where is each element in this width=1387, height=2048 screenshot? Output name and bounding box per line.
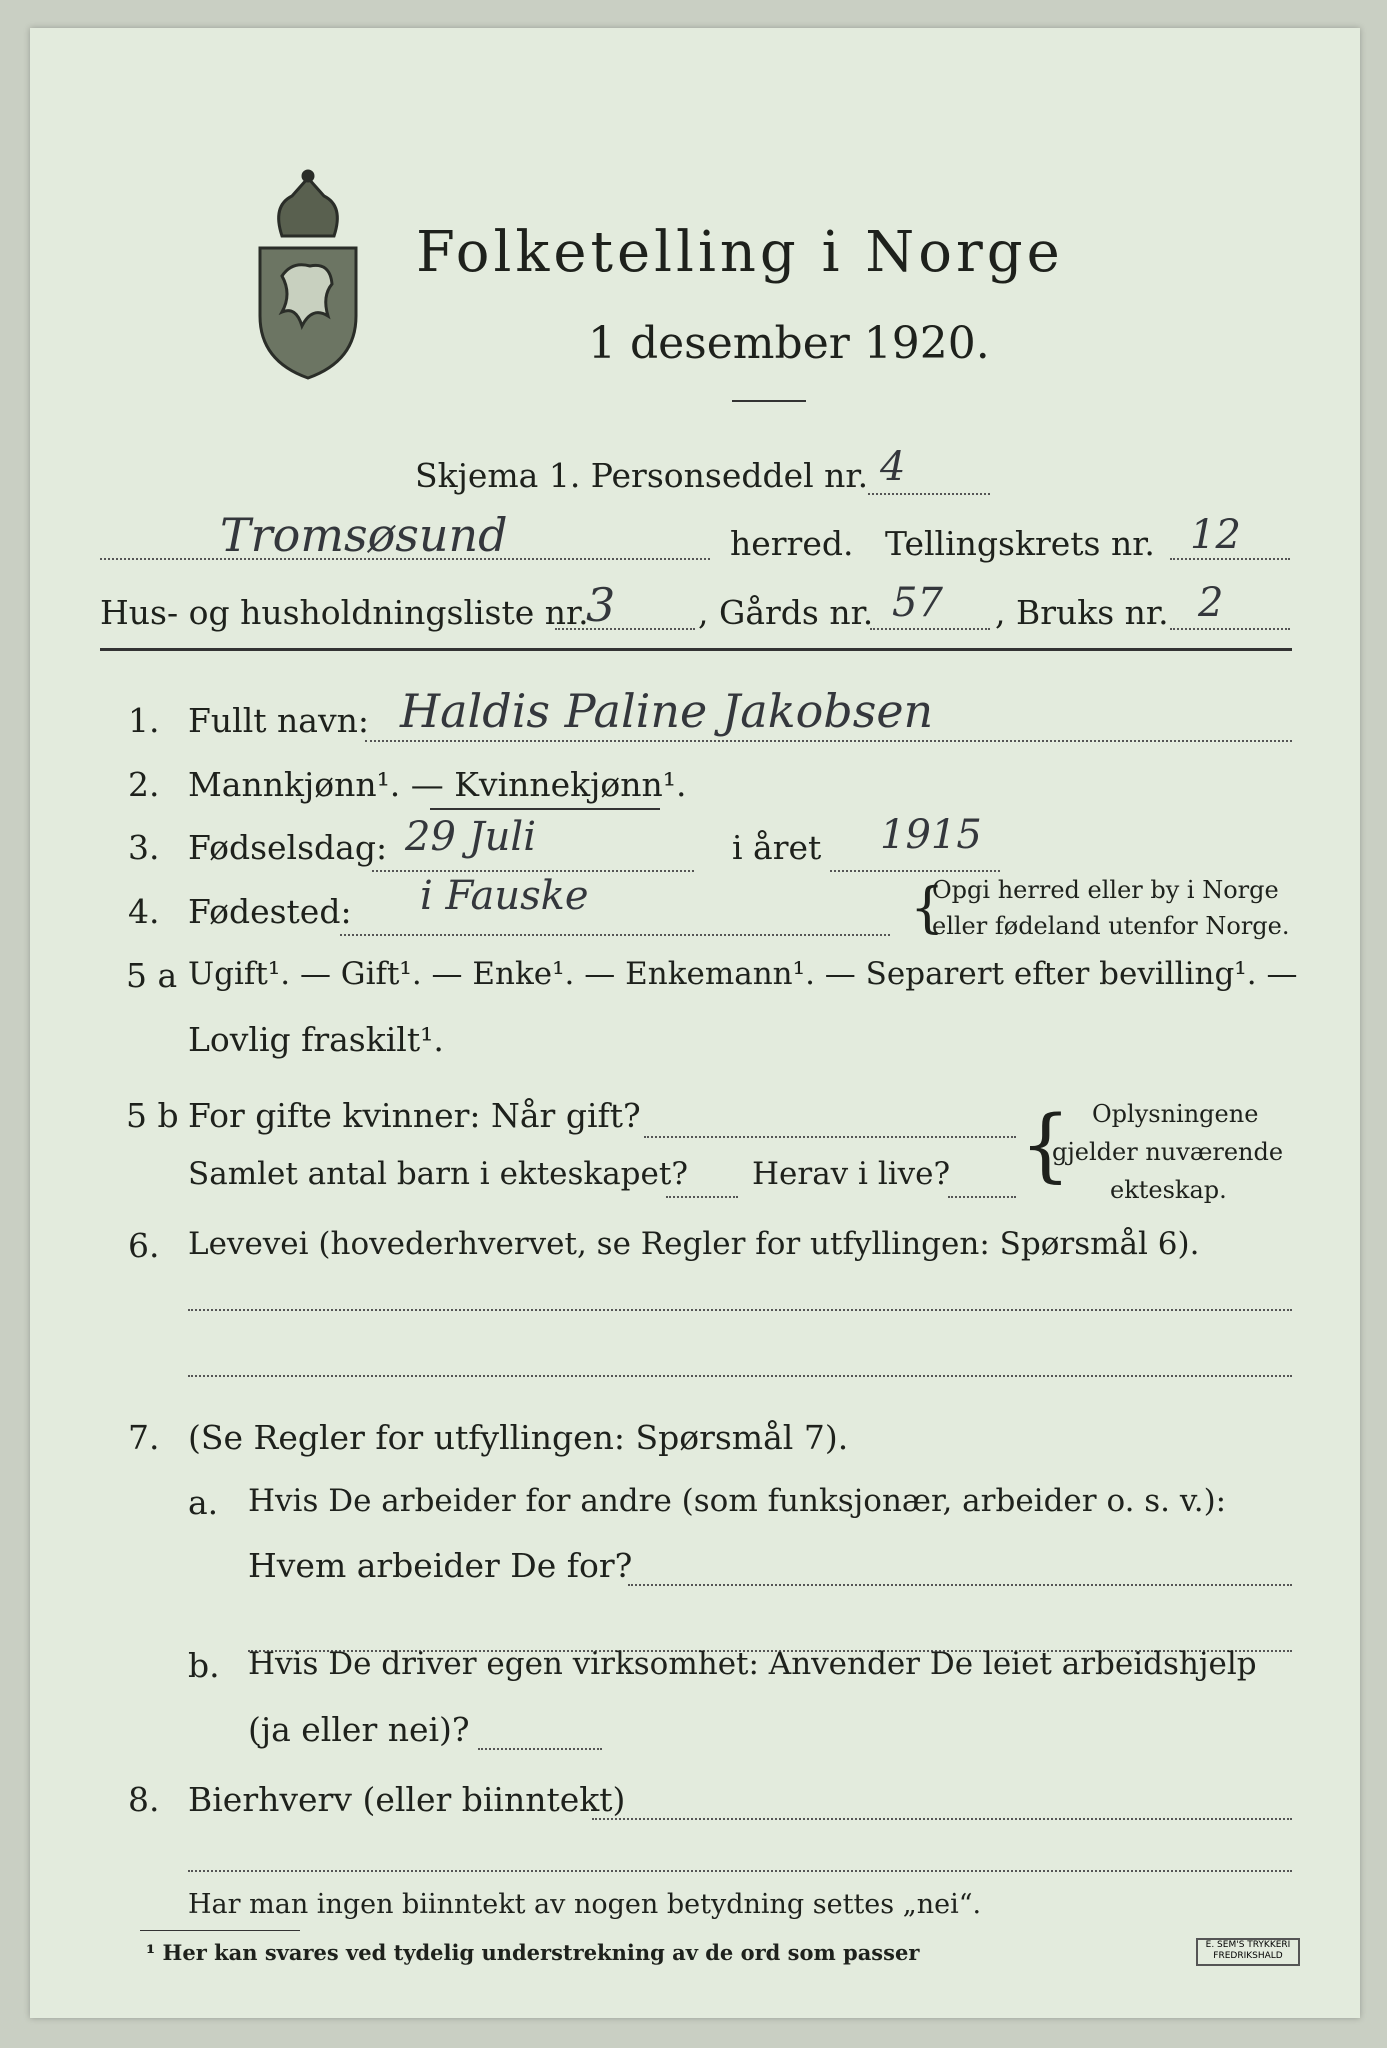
brace-icon: {: [910, 876, 945, 939]
side-income-line: [592, 1818, 1292, 1820]
hired-help-label: (ja eller nei)?: [248, 1710, 470, 1749]
tellingskrets-line: [1170, 558, 1290, 560]
gender-options[interactable]: Mannkjønn¹. — Kvinnekjønn¹.: [188, 765, 687, 804]
q1-number: 1.: [128, 701, 160, 740]
occupation-line-1: [188, 1309, 1292, 1311]
marital-status-options[interactable]: Ugift¹. — Gift¹. — Enke¹. — Enkemann¹. — Separert efter bevilling¹. —: [188, 956, 1298, 992]
birthplace-note-2: eller fødeland utenfor Norge.: [932, 912, 1290, 940]
birth-year-value[interactable]: 1915: [880, 812, 982, 858]
q7a-question: Hvis De arbeider for andre (som funksjonær, arbeider o. s. v.):: [248, 1483, 1227, 1519]
year-label: i året: [732, 828, 822, 867]
birthplace-note-1: Opgi herred eller by i Norge: [932, 876, 1279, 904]
herred-line: [100, 558, 710, 560]
form-date: 1 desember 1920.: [588, 318, 990, 369]
birth-day-value[interactable]: 29 Juli: [405, 814, 536, 860]
birth-day-line: [372, 870, 694, 872]
census-form: [30, 28, 1360, 2018]
husholdningsliste-value[interactable]: 3: [586, 578, 616, 632]
marriage-note-2: gjelder nuværende: [1052, 1138, 1284, 1166]
marital-status-options-cont[interactable]: Lovlig fraskilt¹.: [188, 1020, 444, 1059]
schema-label: Skjema 1. Personseddel nr.: [415, 456, 869, 495]
personseddel-line: [868, 493, 990, 495]
personseddel-number[interactable]: 4: [880, 444, 906, 490]
header-divider: [100, 648, 1292, 651]
occupation-line-2: [188, 1375, 1292, 1377]
gards-label: , Gårds nr.: [698, 593, 874, 632]
coat-of-arms-icon: [252, 166, 364, 388]
q7-label: (Se Regler for utfyllingen: Spørsmål 7).: [188, 1418, 849, 1457]
marriage-note-3: ekteskap.: [1110, 1176, 1227, 1204]
printer-stamp-line-2: FREDRIKSHALD: [1213, 1951, 1283, 1961]
tellingskrets-value[interactable]: 12: [1190, 512, 1241, 558]
q4-number: 4.: [128, 892, 160, 931]
footnote: ¹ Her kan svares ved tydelig understrekning av de ord som passer: [146, 1940, 920, 1965]
gards-line: [870, 628, 990, 630]
printer-stamp-line-1: E. SEM'S TRYKKERI: [1205, 1940, 1291, 1950]
q6-number: 6.: [128, 1226, 160, 1265]
employer-line: [628, 1584, 1292, 1586]
q7b-mark: b.: [188, 1646, 220, 1685]
q7b-question: Hvis De driver egen virksomhet: Anvender De leiet arbeidshjelp: [248, 1646, 1257, 1682]
birthplace-line: [340, 934, 890, 936]
q5b-number: 5 b: [126, 1096, 179, 1135]
q3-label: Fødselsdag:: [188, 828, 388, 867]
q3-number: 3.: [128, 828, 160, 867]
married-when-line: [644, 1136, 1016, 1138]
employer-label: Hvem arbeider De for?: [248, 1546, 633, 1585]
marriage-note-1: Oplysningene: [1092, 1100, 1259, 1128]
side-income-label: Bierhverv (eller biinntekt): [188, 1780, 626, 1819]
hired-help-line: [478, 1748, 602, 1750]
side-income-note: Har man ingen biinntekt av nogen betydning settes „nei“.: [188, 1889, 982, 1920]
q1-label: Fullt navn:: [188, 701, 369, 740]
alive-label: Herav i live?: [752, 1156, 951, 1192]
q7-number: 7.: [128, 1418, 160, 1457]
brace-icon-2: {: [1020, 1098, 1071, 1191]
form-title: Folketelling i Norge: [416, 220, 1064, 285]
gender-kvinne-underline: [430, 808, 660, 810]
gards-value[interactable]: 57: [892, 580, 943, 626]
footnote-divider: [140, 1930, 300, 1931]
title-underline: [732, 400, 806, 402]
birthplace-value[interactable]: i Fauske: [420, 873, 589, 919]
herred-value[interactable]: Tromsøsund: [220, 508, 508, 562]
children-line: [666, 1196, 738, 1198]
bruks-line: [1170, 628, 1290, 630]
husholdningsliste-label: Hus- og husholdningsliste nr.: [100, 593, 589, 632]
full-name-line: [365, 740, 1292, 742]
printer-stamp: [1196, 1938, 1300, 1966]
q4-label: Fødested:: [188, 892, 352, 931]
occupation-label: Levevei (hovederhvervet, se Regler for utfyllingen: Spørsmål 6).: [188, 1226, 1200, 1262]
bruks-label: , Bruks nr.: [995, 593, 1169, 632]
bruks-value[interactable]: 2: [1198, 580, 1224, 626]
tellingskrets-label: Tellingskrets nr.: [885, 524, 1155, 563]
married-when-label: For gifte kvinner: Når gift?: [188, 1096, 641, 1135]
herred-label: herred.: [730, 524, 854, 563]
full-name-value[interactable]: Haldis Paline Jakobsen: [400, 684, 934, 738]
q5a-number: 5 a: [126, 956, 178, 995]
q8-number: 8.: [128, 1780, 160, 1819]
alive-line: [948, 1196, 1016, 1198]
side-income-line-2: [188, 1870, 1292, 1872]
birth-year-line: [830, 870, 1000, 872]
children-label: Samlet antal barn i ekteskapet?: [188, 1156, 688, 1192]
q2-number: 2.: [128, 765, 160, 804]
husholdningsliste-line: [555, 628, 695, 630]
q7a-mark: a.: [188, 1483, 219, 1522]
